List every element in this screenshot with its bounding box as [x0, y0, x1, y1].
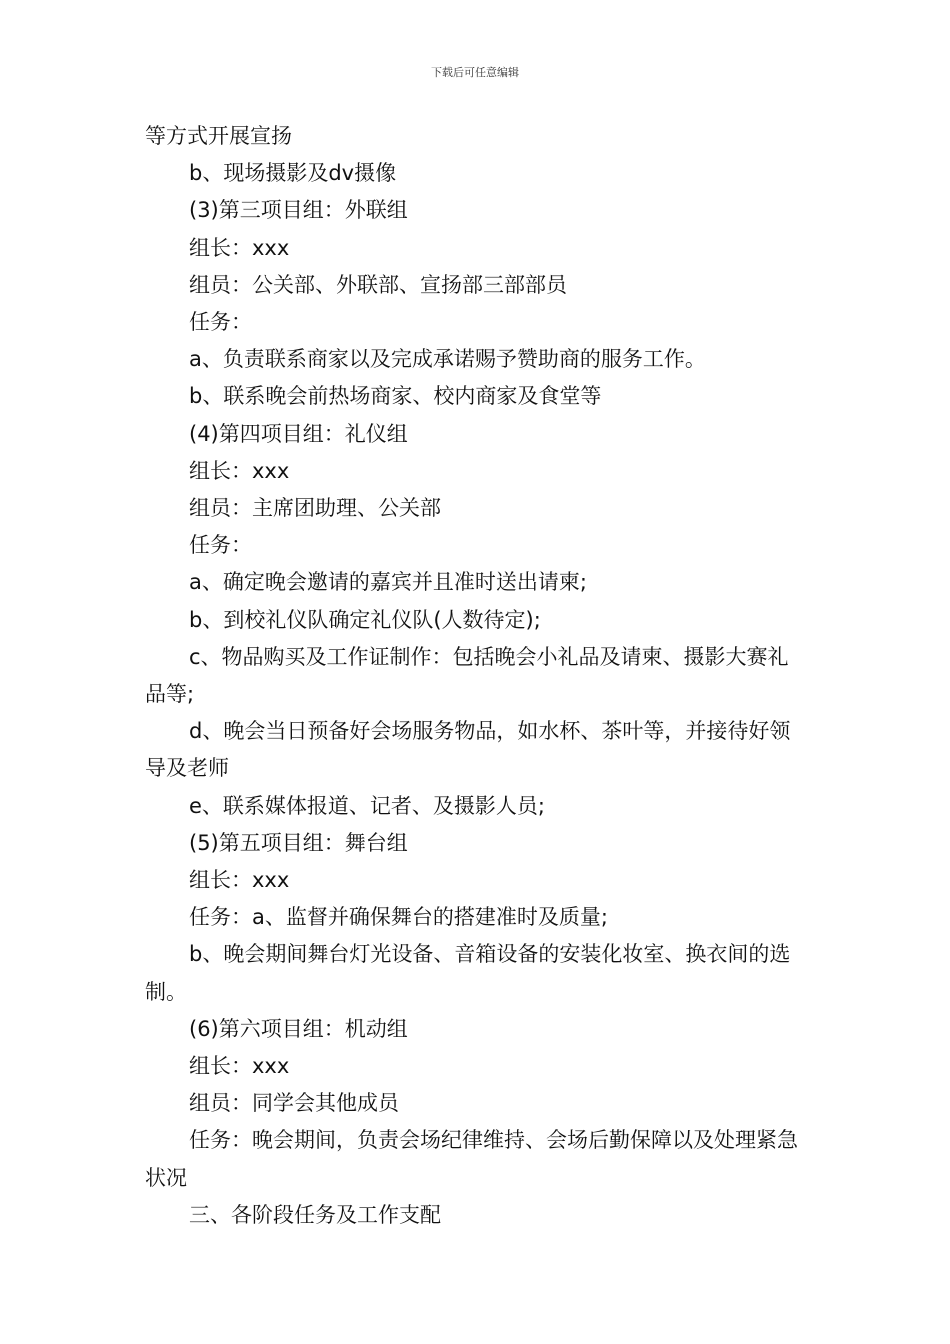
page-header: 下载后可任意编辑	[431, 66, 519, 79]
paragraph: e、联系媒体报道、记者、及摄影人员;	[189, 793, 545, 818]
paragraph: 组长：xxx	[189, 235, 290, 260]
paragraph: a、负责联系商家以及完成承诺赐予赞助商的服务工作。	[189, 347, 706, 372]
paragraph: 组长：xxx	[189, 1054, 290, 1079]
paragraph: c、物品购买及工作证制作：包括晚会小礼品及请柬、摄影大赛礼品等;	[145, 644, 789, 707]
paragraph: a、确定晚会邀请的嘉宾并且准时送出请柬;	[189, 570, 587, 595]
paragraph: b、现场摄影及dv摄像	[189, 161, 397, 186]
section-heading: (3)第三项目组：外联组	[189, 198, 408, 223]
paragraph: 组长：xxx	[189, 868, 290, 893]
paragraph: b、晚会期间舞台灯光设备、音箱设备的安装化妆室、换衣间的选制。	[145, 942, 791, 1004]
paragraph: 任务：	[189, 310, 252, 335]
section-heading: (5)第五项目组：舞台组	[189, 830, 408, 855]
section-heading: (4)第四项目组：礼仪组	[189, 421, 408, 446]
section-heading: (6)第六项目组：机动组	[189, 1016, 408, 1041]
paragraph: d、晚会当日预备好会场服务物品，如水杯、茶叶等，并接待好领导及老师	[145, 719, 791, 781]
paragraph: 任务：a、监督并确保舞台的搭建准时及质量;	[189, 905, 608, 930]
paragraph: 等方式开展宣扬	[145, 124, 292, 148]
paragraph: 组长：xxx	[189, 458, 290, 483]
paragraph: b、联系晚会前热场商家、校内商家及食堂等	[189, 384, 602, 409]
paragraph: b、到校礼仪队确定礼仪队(人数待定);	[189, 607, 541, 632]
paragraph: 组员：同学会其他成员	[189, 1091, 399, 1116]
paragraph: 任务：晚会期间，负责会场纪律维持、会场后勤保障以及处理紧急状况	[145, 1128, 798, 1190]
paragraph: 组员：主席团助理、公关部	[189, 496, 441, 521]
paragraph: 组员：公关部、外联部、宣扬部三部部员	[189, 272, 567, 297]
section-heading: 三、各阶段任务及工作支配	[189, 1202, 441, 1227]
paragraph: 任务：	[189, 533, 252, 558]
document-body	[145, 118, 807, 1234]
